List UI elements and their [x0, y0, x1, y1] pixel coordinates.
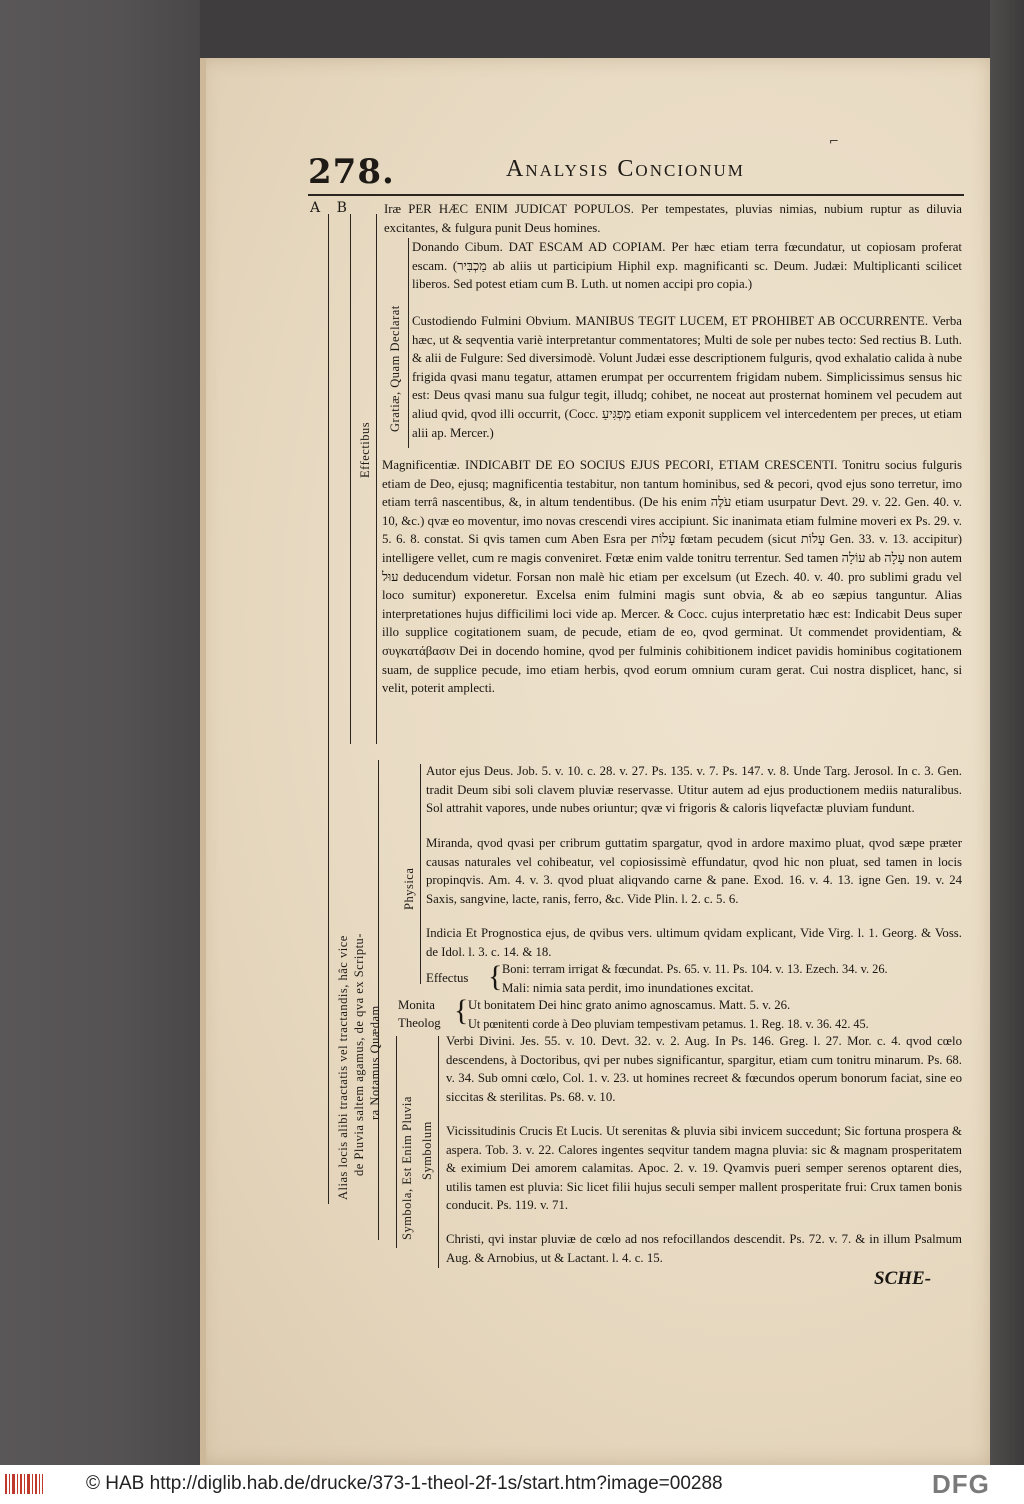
label-symbolum: Symbolum	[420, 1121, 434, 1180]
paragraph-custodiendo: Custodiendo Fulmini Obvium. MANIBUS TEGIT LUCEM, ET PROHIBET AB OCCURRENTE. Verba hæc, ut & seqventia variè interpretantur commentatores; Multi de sole per nubes tecto: Sed rectius B. Luth. & alii de Fulgure: Sed diversimodè. Volunt Judæi esse descriptionem fulguris, qvod exhalatio calida à nube frigida qvasi manu tegatur, attamen erumpat per occurrentem frigidam nubem. Simplicissimus sensus hic est: Deus qvasi manu sua fulgur tegit, illudq; cohibet, ne noceat aut prosternat hominem vel pecudem aut aliud qvid, qvod illi occurrit, (Cocc. מַפְגִּיעַ etiam exponit supplicem vel intercedentem per preces, ut etiam alii ap. Mercer.)	[412, 314, 962, 440]
block-donando	[412, 238, 962, 294]
source-link[interactable]: © HAB http://diglib.hab.de/drucke/373-1-theol-2f-1s/start.htm?image=00288	[86, 1473, 723, 1494]
label-alias-line1: Alias locis alibi tractatis vel tractandis, hâc vice	[336, 935, 350, 1200]
header-rule	[308, 194, 964, 196]
bracket-line-physica	[420, 764, 421, 984]
barcode-icon	[4, 1471, 44, 1497]
block-christi	[446, 1230, 962, 1267]
background-left	[0, 0, 200, 1465]
block-custodiendo	[412, 312, 962, 442]
bracket-line-pluvia	[378, 760, 379, 1240]
bracket-line-a	[328, 214, 329, 1204]
paragraph-monita-2: Ut pœnitenti corde à Deo pluviam tempestivam petamus. 1. Reg. 18. v. 36. 42. 45.	[468, 1016, 869, 1031]
block-verbi	[446, 1032, 962, 1106]
block-irae	[384, 200, 962, 237]
bracket-line-effectibus	[376, 214, 377, 744]
block-magnificentiae	[382, 456, 962, 698]
monita-brace: {	[454, 994, 469, 1027]
block-monita	[398, 996, 964, 1033]
paragraph-autor: Autor ejus Deus. Job. 5. v. 10. c. 28. v. 27. Ps. 135. v. 7. Ps. 147. v. 8. Unde Targ. Jerosol. In c. 3. Gen. tradit Deum sibi soli clavem pluviæ reservasse. Utitur autem ad ejus productionem mediis naturalibus. Sol attrahit vapores, unde nubes oriuntur; qvæ vi frigoris & caloris liqvefactæ pluviam fundunt.	[426, 764, 962, 816]
block-effectus	[426, 960, 962, 997]
paragraph-verbi: Verbi Divini. Jes. 55. v. 10. Devt. 32. v. 2. Aug. In Ps. 146. Greg. l. 27. Mor. c. 4. qvod cœlo descendens, à Doctoribus, qvi per nubes significantur, spargitur, etiam cum tonitru minarum. Ps. 68. v. 34. Sub omni cœlo, Col. 1. v. 23. ut homines recreet & fœcundos operum bonorum faciat, sine eo siccitas & sterilitas. Ps. 68. v. 10.	[446, 1034, 962, 1104]
background-right	[990, 0, 1024, 1465]
catchword: SCHE-	[874, 1268, 932, 1289]
footer-bar	[0, 1465, 1024, 1504]
label-effectibus: Effectibus	[358, 421, 372, 478]
paragraph-boni: Boni: terram irrigat & fœcundat. Ps. 65. v. 11. Ps. 104. v. 13. Ezech. 34. v. 26.	[502, 962, 888, 976]
block-indicia	[426, 924, 962, 961]
paragraph-christi: Christi, qvi instar pluviæ de cœlo ad nos refocillandos descendit. Ps. 72. v. 7. & in illum Psalmum Aug. & Arnobius, ut & Lactant. l. 4. c. 15.	[446, 1232, 962, 1265]
paragraph-miranda: Miranda, qvod qvasi per cribrum guttatim spargatur, qvod in ardore maximo pluat, qvod sæpe præter causas naturales vel cohibeatur, vel copiosissimè effundatur, qvod hic non pluat, sed tamen in locis propinqvis. Am. 4. v. 3. qvod pluat aliqvando carne & pane. Exod. 16. v. 4. 13. igne Gen. 19. v. 24 Saxis, sangvine, lacte, ranis, ferro, &c. Vide Plin. l. 2. c. 5. 6.	[426, 836, 962, 906]
block-autor	[426, 762, 962, 818]
paragraph-donando: Donando Cibum. DAT ESCAM AD COPIAM. Per hæc etiam terra fœcundatur, ut copiosam proferat escam. (מַכְבִּיר ab aliis ut participium Hiphil exp. magnificanti sc. Deum. Judæi: Multiplicanti scilicet liberos. Sed potest etiam cum B. Luth. ut nomen accipi pro copia.)	[412, 240, 962, 292]
dfg-logo: DFG	[932, 1469, 990, 1499]
block-vicissitudinis	[446, 1122, 962, 1215]
label-symbola: Symbola, Est Enim Pluvia	[400, 1096, 414, 1240]
running-title: Analysis Concionum	[506, 156, 745, 182]
label-alias-line3: ra Notamus Quædam	[368, 1005, 382, 1120]
bracket-line-b	[350, 214, 351, 744]
label-effectus: Effectus	[426, 971, 469, 985]
page-edge	[200, 58, 206, 1465]
column-letter-b: B	[336, 200, 347, 216]
label-theolog: Theolog	[398, 1016, 441, 1030]
paragraph-magnificentiae: Magnificentiæ. INDICABIT DE EO SOCIUS EJUS PECORI, ETIAM CRESCENTI. Tonitru socius fulguris etiam de Deo, ejusq; magnificentia testabitur, non tantum hominibus, sed & pecori, qvod ejus sono terretur, imo etiam terrâ nascentibus, &, in altum tendentibus. (De his enim עֹלֶה etiam usurpatur Devt. 29. v. 22. Gen. 40. v. 10, &c.) qvæ eo moventur, imo novas crescendi vires accipiunt. Sic inanimata etiam fulmine moveri ex Ps. 29. v. 5. 6. 8. constat. Si qvis tamen cum Aben Esra per עָלוֹת fœtam pecudem (sicut עָלוֹת Gen. 33. v. 13. accipitur) intelligere vellet, cum re magis conveniret. Fœtæ enim valde tonitru terrentur. Sed tamen עוֹלָה ab עָלָה non autem עוּל deducendum videtur. Forsan non malè hic etiam per excelsum (ut Ezech. 40. v. 40. pro sublimi gradu vel loco sumitur) exponeretur. Excelsa enim fulmini magis sunt obvia, & ab eo sæpius tanguntur. Alias interpretationes hujus difficilimi loci vide ap. Mercer. & Cocc. cujus interpretatio hæc est: Indicabit Deus super illo supplice cogitationem suam, de pecude, etiam de eo, qvod germinat. Ut commendet providentiam, & συγκατάβασιν Dei in docendo homine, qvod per fulminis cohibitionem indicet pavidis hominibus cogitationem suam, de supplice pecude, imo etiam herbis, qvod eorum omnium curam gerat. Cui nostra displicet, hanc, si velit, poterit amplecti.	[382, 458, 963, 696]
paragraph-irae: Iræ PER HÆC ENIM JUDICAT POPULOS. Per tempestates, pluvias nimias, nubium ruptur as diluvia excitantes, & fulgura punit Deus homines.	[384, 202, 962, 235]
label-physica: Physica	[402, 867, 416, 910]
block-miranda	[426, 834, 962, 908]
label-gratiae: Gratiæ, Quam Declarat	[388, 305, 402, 432]
effectus-brace: {	[488, 960, 503, 993]
page-number: 278.	[308, 152, 395, 192]
paragraph-indicia: Indicia Et Prognostica ejus, de qvibus vers. ultimum qvidam explicant, Vide Virg. l. 1. Georg. & Voss. de Idol. l. 3. c. 14. & 18.	[426, 926, 962, 959]
paragraph-vicissitudinis: Vicissitudinis Crucis Et Lucis. Ut serenitas & pluvia sibi invicem succedunt; Sic fortuna prospera & aspera. Tob. 3. v. 22. Calores ingentes seqvitur tandem magna pluvia: sic & magnam prosperitatem & eximium Dei amorem calamitas. Apoc. 2. v. 19. Qvamvis pueri semper serenos optarent dies, utilis tamen est pluvia: Sic licet filii hujus seculi semper mallent prosperitate frui: Crux tamen bonis conducit. Ps. 119. v. 71.	[446, 1124, 962, 1213]
bracket-line-gratiae	[408, 238, 409, 448]
paragraph-monita-1: Ut bonitatem Dei hinc grato animo agnoscamus. Matt. 5. v. 26.	[468, 998, 791, 1012]
page-header	[308, 152, 968, 196]
column-letter-a: A	[310, 200, 321, 216]
bracket-line-symbola	[396, 1036, 397, 1248]
paragraph-mali: Mali: nimia sata perdit, imo inundationes excitat.	[502, 980, 754, 995]
label-monita: Monita	[398, 998, 435, 1012]
bracket-line-symbolum	[438, 1036, 439, 1268]
print-mark: ⌐	[829, 134, 840, 148]
column-letters	[310, 200, 359, 216]
label-alias-line2: de Pluvia saltem agamus, de qva ex Scriptu-	[352, 933, 366, 1176]
